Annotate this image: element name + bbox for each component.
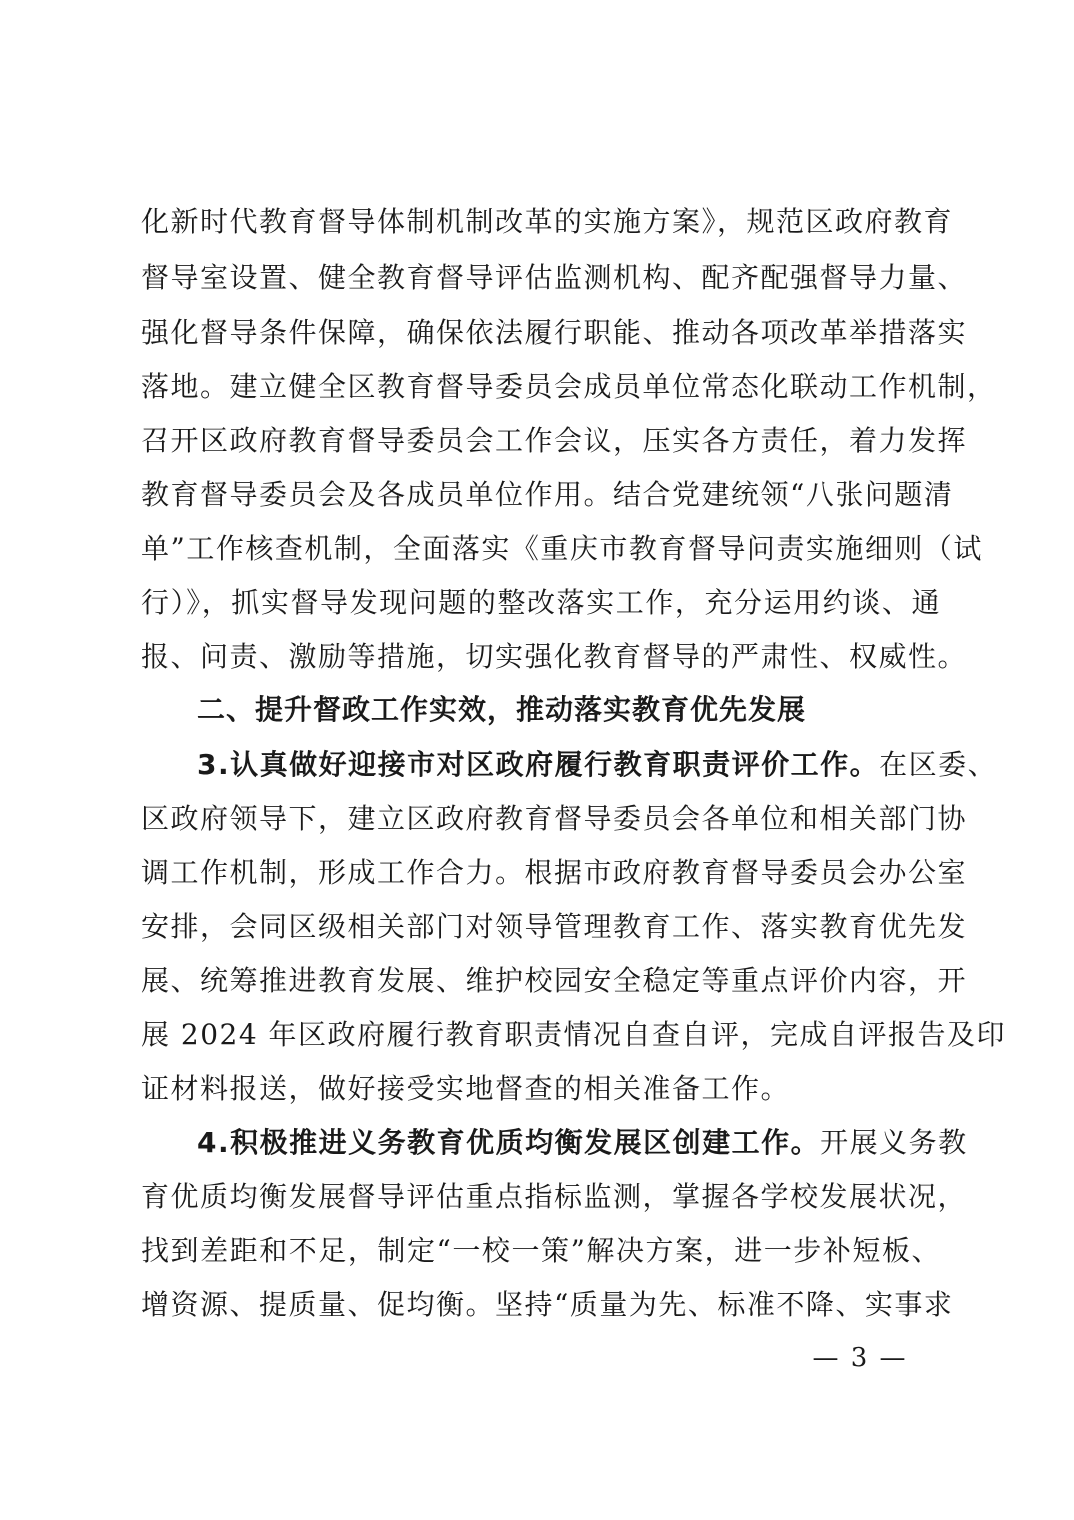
section-heading: 二、提升督政工作实效，推动落实教育优先发展 [197,693,807,726]
body-line: 化新时代教育督导体制机制改革的实施方案》，规范区政府教育 [141,205,954,238]
paragraph-lead: 4.积极推进义务教育优质均衡发展区创建工作。 [197,1126,821,1159]
body-line: 强化督导条件保障，确保依法履行职能、推动各项改革举措落实 [141,316,968,349]
body-line: 教育督导委员会及各成员单位作用。结合党建统领“八张问题清 [141,478,954,511]
body-line: 展、统筹推进教育发展、维护校园安全稳定等重点评价内容，开 [141,964,968,997]
body-line: 增资源、提质量、促均衡。坚持“质量为先、标准不降、实事求 [141,1288,954,1321]
body-line: 落地。建立健全区教育督导委员会成员单位常态化联动工作机制， [141,370,997,403]
paragraph-first-line [197,1123,968,1163]
body-line: 行）》，抓实督导发现问题的整改落实工作，充分运用约谈、通 [141,586,941,619]
body-line: 督导室设置、健全教育督导评估监测机构、配齐配强督导力量、 [141,261,968,294]
body-line: 区政府领导下，建立区政府教育督导委员会各单位和相关部门协 [141,802,968,835]
paragraph-text: 在区委、 [879,748,998,781]
body-line: 召开区政府教育督导委员会工作会议，压实各方责任，着力发挥 [141,424,968,457]
body-line: 单”工作核查机制，全面落实《重庆市教育督导问责实施细则（试 [141,532,983,565]
body-line: 调工作机制，形成工作合力。根据市政府教育督导委员会办公室 [141,856,968,889]
paragraph-lead: 3.认真做好迎接市对区政府履行教育职责评价工作。 [197,748,880,781]
body-line: 育优质均衡发展督导评估重点指标监测，掌握各学校发展状况， [141,1180,968,1213]
page-number: — 3 — [812,1343,908,1373]
paragraph-text: 开展义务教 [820,1126,968,1159]
body-line: 安排，会同区级相关部门对领导管理教育工作、落实教育优先发 [141,910,968,943]
paragraph-first-line [197,745,998,785]
body-line: 展 2024 年区政府履行教育职责情况自查自评，完成自评报告及印 [141,1018,1007,1051]
body-line: 报、问责、激励等措施，切实强化教育督导的严肃性、权威性。 [141,640,968,673]
body-line: 找到差距和不足，制定“一校一策”解决方案，进一步补短板、 [141,1234,941,1267]
body-line: 证材料报送，做好接受实地督查的相关准备工作。 [141,1072,791,1105]
